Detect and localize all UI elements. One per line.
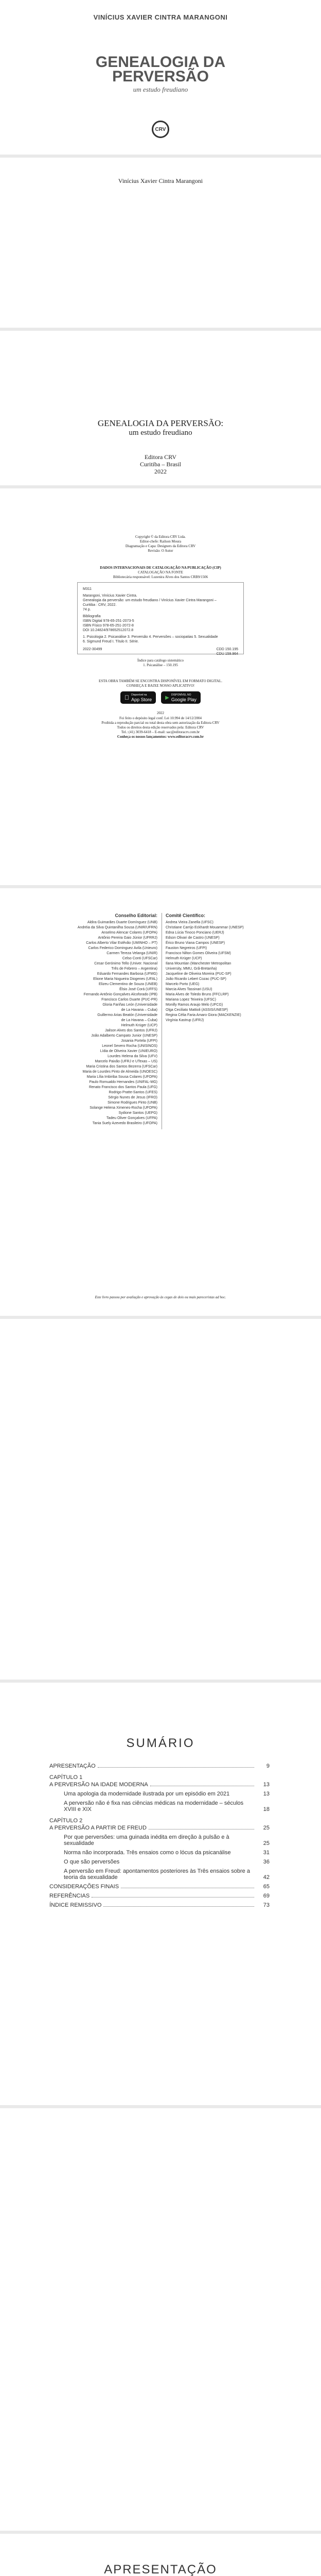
council-member: Tania Suely Azevedo Brasileiro (UFOPA) <box>92 1122 157 1125</box>
toc-chapter-label: CAPÍTULO 1 <box>49 1774 83 1781</box>
council-member: Helmuth Krüger (UCP) <box>166 957 202 960</box>
council-member: Jailson Alves dos Santos (UFRJ) <box>105 1029 157 1032</box>
toc-page: 42 <box>263 1874 270 1880</box>
council-member: Ilana Mountian (Manchester Metropolitan <box>166 962 231 965</box>
presentation-title: APRESENTAÇÃO <box>104 2563 217 2576</box>
council-member: Edson Olivari de Castro (UNESP) <box>166 936 220 940</box>
credits-page <box>0 488 321 885</box>
title-page-publisher: Editora CRV <box>144 453 177 461</box>
council-left-title: Conselho Editorial: <box>115 913 157 918</box>
council-member: Érico Bruno Viana Campos (UNESP) <box>166 941 225 945</box>
cover-author: VINÍCIUS XAVIER CINTRA MARANGONI <box>93 13 228 21</box>
toc-label: Norma não incorporada. Três ensaios como o lócus da psicanálise <box>64 1850 231 1856</box>
publisher-logo-text: CRV <box>155 126 166 132</box>
toc-page: 9 <box>266 1763 270 1769</box>
toc-page: 36 <box>263 1859 270 1865</box>
title-page-subtitle: um estudo freudiano <box>129 429 192 437</box>
council-left-column <box>49 913 157 1126</box>
toc-label: A perversão não é fixa nas ciências médicas na modernidade – séculos XVIII e XIX <box>64 1800 244 1812</box>
toc-entry[interactable] <box>49 1825 270 1831</box>
cover-title-line2: PERVERSÃO <box>112 68 209 85</box>
catalog-code: 2022-30499 <box>83 648 102 651</box>
council-footnote: Este livro passou por avaliação e aprovação às cegas de dois ou mais pareceristas ad hoc. <box>95 1295 226 1299</box>
legal-line: Tel.: (41) 3039-6418 – E-mail: sac@editoracrv.com.br <box>121 730 200 734</box>
council-member: Francisco Carlos Duarte (PUC-PR) <box>101 998 157 1002</box>
council-member: Guillermo Arias Beatón (Universidade <box>97 1013 157 1017</box>
legal-line: Foi feito o depósito legal conf. Lei 10.994 de 14/12/2004 <box>119 716 202 720</box>
toc-entry[interactable] <box>49 1884 270 1890</box>
catalog-line: Marangoni, Vinícius Xavier Cintra. <box>83 594 137 598</box>
toc-page: 13 <box>263 1782 270 1788</box>
toc-page: 31 <box>263 1850 270 1856</box>
council-member: Marcia Alves Tassinari (USU) <box>166 988 212 991</box>
council-member: Maria Alves de Toledo Bruns (FFCLRP) <box>166 993 229 996</box>
council-member: Olga Ceciliato Mattioli (ASSIS/UNESP) <box>166 1008 228 1012</box>
toc-page: 13 <box>263 1791 270 1797</box>
catalog-line: Genealogia da perversão: um estudo freudiano / Vinícius Xavier Cintra Marangoni – <box>83 599 217 602</box>
council-member: Eduardo Fernandes Barbosa (UFMG) <box>97 972 157 976</box>
council-member: Francisco Nilton Gomes Oliveira (UFSM) <box>166 952 231 955</box>
toc-chapter-label: CAPÍTULO 2 <box>49 1818 83 1824</box>
council-member: Leonel Severo Rocha (UNISINOS) <box>102 1044 157 1048</box>
toc-page: 18 <box>263 1806 270 1812</box>
council-member: Elizeu Clementino de Souza (UNEB) <box>99 982 157 986</box>
title-page-place: Curitiba – Brasil <box>140 461 181 468</box>
council-member: Renato Francisco dos Santos Paula (UFG) <box>88 1086 157 1089</box>
catalog-index-title: Índice para catálogo sistemático <box>137 658 184 663</box>
toc-subentry[interactable] <box>49 1800 270 1812</box>
toc-page: 69 <box>263 1893 270 1899</box>
council-member: Marcelo Paixão (UFRJ e UTexas – US) <box>95 1060 157 1063</box>
council-member: Fernando Antônio Gonçalves Alcoforado (IPB) <box>83 993 157 996</box>
publisher-logo-icon <box>152 121 169 138</box>
council-member: João Ricardo Lebert Cozac (PUC-SP) <box>166 977 226 981</box>
council-member: Sydione Santos (UEPG) <box>118 1111 157 1115</box>
council-member: de La Havana – Cuba) <box>121 1008 157 1012</box>
cover-subtitle: um estudo freudiano <box>133 86 188 93</box>
app-store-label: App Store <box>129 697 150 702</box>
catalog-heading: DADOS INTERNACIONAIS DE CATALOGAÇÃO NA PUBLICAÇÃO (CIP) <box>100 566 221 570</box>
catalog-line: DOI 10.24824/978652512072.8 <box>83 629 134 632</box>
council-member: Carlos Alberto Vilar Estêvão (UMINHO – PT) <box>86 941 157 945</box>
council-member: Andrea Vieira Zanella (UFSC) <box>166 921 213 924</box>
google-play-label: Google Play <box>169 697 194 702</box>
title-page <box>0 331 321 485</box>
council-member: University, MMU, Grã-Bretanha) <box>166 967 217 971</box>
google-play-pre: DISPONÍVEL NO <box>169 693 189 697</box>
half-title-page <box>0 158 321 328</box>
catalog-line: 1. Psicologia 2. Psicanálise 3. Perversão 4. Perversões – sociopatias 5. Sexualidade <box>83 635 218 639</box>
council-left-list <box>49 920 157 1126</box>
council-member: Simone Rodrigues Pinto (UNB) <box>108 1101 157 1105</box>
toc-entry[interactable] <box>49 1902 270 1908</box>
council-member: Tadeu Oliver Gonçalves (UFPA) <box>106 1116 157 1120</box>
council-member: Edna Lúcia Tinoco Ponciano (UERJ) <box>166 931 224 935</box>
catalog-code: CDD 150.195 <box>216 648 238 651</box>
council-member: Monilly Ramos Araujo Melo (UFCG) <box>166 1003 223 1007</box>
legal-line: Proibida a reprodução parcial ou total desta obra sem autorização da Editora CRV <box>101 721 220 725</box>
council-page <box>0 888 321 1316</box>
toc-label: REFERÊNCIAS <box>49 1893 90 1899</box>
legal-line: Todos os direitos desta edição reservados pela: Editora CRV <box>117 725 204 730</box>
catalog-code: CDU 159.964 <box>216 652 238 656</box>
toc-page: 65 <box>263 1884 270 1890</box>
catalog-line: 6. Sigmund Freud I. Título II. Série. <box>83 640 139 643</box>
google-play-button[interactable] <box>161 691 201 704</box>
legal-year: 2022 <box>157 711 164 715</box>
summary-page <box>0 1683 321 2105</box>
toc-label: Uma apologia da modernidade ilustrada por um episódio em 2021 <box>64 1791 230 1797</box>
app-notice-line1: ESTA OBRA TAMBÉM SE ENCONTRA DISPONÍVEL EM FORMATO DIGITAL. <box>99 679 222 683</box>
toc-subentry[interactable] <box>49 1859 270 1865</box>
blank-page <box>0 2108 321 2531</box>
app-store-pre: Disponível na <box>129 693 145 697</box>
council-member: Fauston Negreiros (UFPI) <box>166 946 207 950</box>
council-member: Aldira Guimarães Duarte Domínguez (UNB) <box>87 921 157 924</box>
council-member: Anselmo Alencar Colares (UFOPA) <box>101 931 157 935</box>
catalog-line: Bibliografia <box>83 615 101 618</box>
council-member: Lourdes Helena da Silva (UFV) <box>108 1055 157 1058</box>
toc-subentry[interactable] <box>49 1850 270 1856</box>
council-member: Rodrigo Pratte-Santos (UFES) <box>109 1091 157 1094</box>
council-member: Gloria Fariñas León (Universidade <box>102 1003 157 1007</box>
council-member: Helmuth Krüger (UCP) <box>121 1024 157 1027</box>
catalog-line: M311 <box>83 587 92 591</box>
toc-label: O que são perversões <box>64 1859 120 1865</box>
toc-entry[interactable] <box>49 1893 270 1899</box>
council-member: Maria Lília Imbiriba Sousa Colares (UFOPA) <box>86 1075 157 1079</box>
cover-page <box>0 0 321 155</box>
apple-icon <box>124 694 129 701</box>
council-member: Marcelo Porto (UEG) <box>166 982 200 986</box>
toc-leader <box>98 1767 254 1768</box>
council-right-title: Comitê Científico: <box>166 913 206 918</box>
council-member: Christiane Carrijo Eckhardt Mouammar (UNESP) <box>166 926 244 929</box>
council-member: Maria de Lourdes Pinto de Almeida (UNOESC) <box>82 1070 157 1074</box>
council-member: Celso Conti (UFSCar) <box>122 957 157 960</box>
title-page-year: 2022 <box>154 468 167 475</box>
catalog-line: 74 p. <box>83 608 91 612</box>
title-page-title: GENEALOGIA DA PERVERSÃO: <box>97 418 224 428</box>
toc-subentry[interactable] <box>49 1868 270 1880</box>
council-right-list <box>166 920 274 1023</box>
toc-page: 25 <box>263 1840 270 1846</box>
legal-line: Conheça os nossos lançamentos: www.editoracrv.com.br <box>117 735 204 739</box>
toc-label: A PERVERSÃO NA IDADE MODERNA <box>49 1782 148 1788</box>
council-member: Antônio Pereira Gaio Júnior (UFRRJ) <box>98 936 157 940</box>
council-member: de La Havana – Cuba) <box>121 1019 157 1022</box>
credits-line: Copyright © da Editora CRV Ltda. <box>135 535 186 539</box>
toc-label: A perversão em Freud: apontamentos posteriores às Três ensaios sobre a teoria da sexualidade <box>64 1868 250 1880</box>
catalog-line: Curitiba : CRV, 2022. <box>83 603 117 607</box>
toc-label: CONSIDERAÇÕES FINAIS <box>49 1884 119 1890</box>
toc-label: A PERVERSÃO A PARTIR DE FREUD <box>49 1825 147 1831</box>
toc-leader <box>103 1906 254 1907</box>
council-member: Elione Maria Nogueira Diogenes (UFAL) <box>93 977 157 981</box>
catalog-line: ISBN Físico 978-65-251-2072-8 <box>83 624 134 628</box>
council-member: Carmen Tereza Velanga (UNIR) <box>106 952 157 955</box>
summary-title: SUMÁRIO <box>126 1736 195 1750</box>
toc-subentry[interactable] <box>49 1834 270 1846</box>
toc-label: APRESENTAÇÃO <box>49 1763 96 1769</box>
council-member: João Adalberto Campato Junior (UNESP) <box>91 1034 157 1038</box>
catalog-index-line: 1. Psicanálise – 150.195 <box>143 663 178 667</box>
council-member: Carlos Federico Dominguez Avila (Unieuro) <box>88 946 157 950</box>
council-member: Jacqueline de Oliveira Moreira (PUC-SP) <box>166 972 231 976</box>
toc-entry[interactable] <box>49 1782 270 1788</box>
catalog-librarian: Bibliotecária responsável: Luzenira Alves dos Santos CRB9/1506 <box>113 575 208 579</box>
credits-line: Diagramação e Capa: Designers da Editora CRV <box>125 544 196 548</box>
council-member: Josania Portela (UFPI) <box>121 1039 157 1043</box>
google-play-icon: ▶ <box>163 694 167 701</box>
council-member: Virgínia Kastrup (UFRJ) <box>166 1019 204 1022</box>
catalog-card <box>77 582 244 654</box>
toc-page: 73 <box>263 1902 270 1908</box>
council-member: Lídia de Oliveira Xavier (UNIEURO) <box>100 1049 157 1053</box>
table-of-contents <box>49 1763 270 1911</box>
toc-label: Por que perversões: uma guinada inédita em direção à pulsão e à sexualidade <box>64 1834 229 1846</box>
council-member: Maria Cristina dos Santos Bezerra (UFSCar) <box>86 1065 157 1069</box>
catalog-line: ISBN Digital 978-65-251-2073-5 <box>83 619 134 623</box>
toc-entry[interactable] <box>49 1763 270 1769</box>
council-member: Cesar Gerónimo Tello (Univer. Nacional <box>94 962 157 965</box>
council-member: Solange Helena Ximenes-Rocha (UFOPA) <box>90 1106 157 1110</box>
toc-subentry[interactable] <box>49 1791 270 1797</box>
council-member: Élsio José Corá (UFFS) <box>119 988 157 991</box>
half-title-author: Vinícius Xavier Cintra Marangoni <box>118 177 203 184</box>
credits-line: Editor-chefe: Railson Moura <box>139 539 182 544</box>
council-member: Andréia da Silva Quintanilha Sousa (UNIR/UFRN) <box>77 926 157 929</box>
app-notice-line2: CONHEÇA E BAIXE NOSSO APLICATIVO! <box>126 684 195 688</box>
council-member: Mariana Lopez Teixeira (UFSC) <box>166 998 216 1002</box>
council-member: Regina Célia Faria Amaro Giora (MACKENZIE) <box>166 1013 241 1017</box>
app-store-button[interactable] <box>120 691 156 704</box>
toc-page: 25 <box>263 1825 270 1831</box>
presentation-page <box>0 2534 321 2576</box>
toc-label: ÍNDICE REMISSIVO <box>49 1902 102 1908</box>
credits-line: Revisão: O Autor <box>148 549 173 553</box>
council-member: Sérgio Nunes de Jesus (IFRO) <box>108 1096 157 1099</box>
catalog-heading2: CATALOGAÇÃO NA FONTE <box>138 570 183 574</box>
blank-page <box>0 1319 321 1680</box>
council-member: Paulo Romualdo Hernandes (UNIFAL-MG) <box>89 1080 157 1084</box>
council-member: Três de Febrero – Argentina) <box>111 967 157 971</box>
cover-title-line1: GENEALOGIA DA <box>95 54 226 71</box>
council-right-column <box>166 913 274 1023</box>
